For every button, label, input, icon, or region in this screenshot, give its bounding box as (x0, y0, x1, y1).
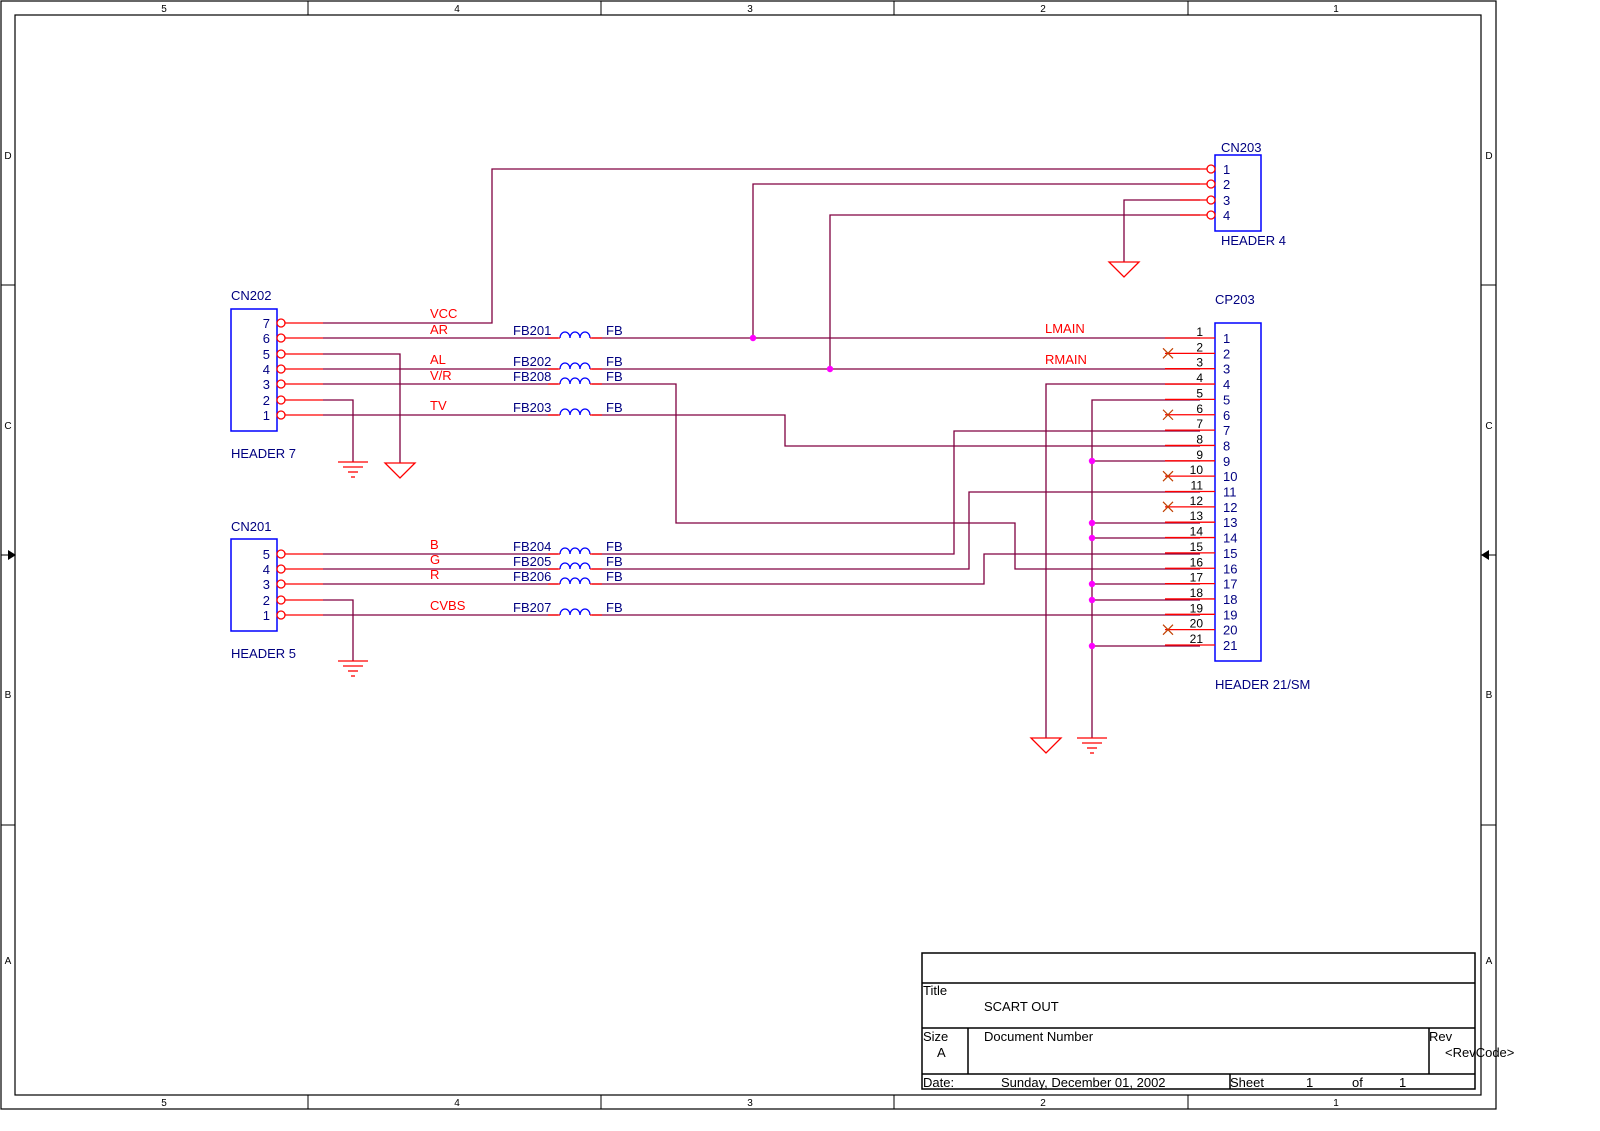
cn202-pin: 4 (262, 362, 270, 377)
cp203-pin-number: 15 (1223, 545, 1238, 561)
net-label-cvbs: CVBS (430, 598, 466, 613)
cn203-pin: 3 (1223, 193, 1231, 208)
border-col-label: 4 (454, 4, 460, 15)
cn202-pin: 3 (262, 377, 270, 392)
ground-icon (338, 661, 368, 676)
rev-label: Rev (1429, 1029, 1453, 1044)
cn201-pin: 3 (262, 577, 270, 592)
title-label: Title (923, 983, 948, 998)
connector-cp203[interactable] (1163, 292, 1310, 692)
wire-cn202-2 (323, 400, 353, 462)
border-col-label: 5 (161, 1098, 167, 1109)
cp203-pin-number: 6 (1223, 407, 1231, 423)
cp203-pin-number: 19 (1223, 607, 1238, 623)
cp203-pin-number-outer: 21 (1189, 632, 1203, 646)
cn203-ref: CN203 (1221, 140, 1262, 155)
bead-ref: FB201 (513, 323, 552, 338)
junction-dot (1089, 643, 1095, 649)
bead-ref: FB205 (513, 554, 552, 569)
wire-cn202-5 (323, 354, 400, 463)
net-label-b: B (430, 537, 439, 552)
bead-ref: FB206 (513, 569, 552, 584)
title-value: SCART OUT (984, 999, 1059, 1014)
bead-ref: FB208 (513, 369, 552, 384)
bead-value: FB (606, 369, 623, 384)
border-col-label: 2 (1040, 1098, 1046, 1109)
connector-cn201[interactable] (231, 519, 323, 661)
net-label-g: G (430, 552, 441, 567)
cp203-pin-number-outer: 20 (1189, 616, 1203, 631)
border-row-label: C (1485, 421, 1493, 432)
border-col-label: 1 (1333, 4, 1339, 15)
net-label-rmain: RMAIN (1045, 352, 1087, 367)
bead-value: FB (606, 323, 623, 338)
cp203-pin-number: 3 (1223, 361, 1231, 377)
cp203-pin-number: 20 (1223, 622, 1238, 638)
cp203-pin-number: 18 (1223, 591, 1238, 607)
border-row-label: B (4, 690, 12, 701)
cp203-pin-number: 8 (1223, 438, 1231, 454)
border-col-label: 3 (747, 4, 753, 15)
ground-triangle-icon (1109, 262, 1139, 277)
wires (323, 169, 1200, 738)
net-label-al: AL (430, 352, 446, 367)
cp203-pin-number: 21 (1223, 638, 1238, 653)
of-label: of (1352, 1075, 1363, 1090)
cn201-pin: 4 (262, 562, 270, 577)
wire-vcc (323, 169, 1200, 323)
cp203-pin-number-outer: 1 (1196, 325, 1203, 339)
cp203-pin-number-outer: 11 (1190, 478, 1203, 493)
bead-ref: FB202 (513, 354, 552, 369)
cp203-pin-number-outer: 8 (1196, 432, 1203, 447)
rev-value: <RevCode> (1445, 1045, 1515, 1060)
cn201-pin: 1 (262, 608, 270, 623)
border-row-label: D (4, 151, 12, 162)
ground-symbols (338, 262, 1139, 753)
wire-cn203-2 (753, 184, 1200, 338)
ferrite-beads (513, 323, 623, 615)
cp203-pin-number: 12 (1223, 499, 1238, 515)
border-row-label: C (4, 421, 12, 432)
cp203-pin-number: 16 (1223, 561, 1238, 577)
cp203-pin-number-outer: 18 (1189, 585, 1203, 600)
cp203-pin-number: 5 (1223, 392, 1231, 408)
sheet-label: Sheet (1230, 1075, 1264, 1090)
bead-value: FB (606, 554, 623, 569)
bead-value: FB (606, 539, 623, 554)
cp203-pin-number: 1 (1223, 331, 1231, 346)
cn203-pin: 4 (1223, 208, 1231, 223)
cp203-pin-number: 4 (1223, 377, 1231, 393)
cp203-pin-number-outer: 13 (1189, 509, 1203, 524)
junction-dot (1089, 581, 1095, 587)
wire-cp203-4 (1046, 384, 1200, 738)
cp203-pin-number-outer: 4 (1196, 371, 1203, 386)
bead-ref: FB204 (513, 539, 552, 554)
cn201-pin: 5 (262, 547, 270, 562)
sheet-value: 1 (1306, 1075, 1314, 1090)
cn202-value: HEADER 7 (231, 446, 297, 461)
title-block (922, 953, 1514, 1090)
cp203-pin-number-outer: 6 (1196, 401, 1203, 416)
cn202-pin: 2 (262, 393, 270, 408)
cp203-pin-number: 7 (1223, 423, 1231, 439)
cn202-pin: 1 (262, 408, 270, 423)
cn202-pin: 7 (262, 316, 270, 331)
bead-ref: FB207 (513, 600, 552, 615)
cp203-pin-number: 13 (1223, 515, 1238, 531)
cp203-pin-number-outer: 17 (1189, 570, 1203, 585)
cn202-pin: 5 (262, 347, 270, 362)
cp203-pin-number-outer: 16 (1189, 555, 1203, 570)
ground-icon (1077, 738, 1107, 753)
cn203-pin: 2 (1223, 177, 1231, 192)
cp203-pin-number-outer: 14 (1189, 524, 1203, 539)
junction-dot (750, 335, 756, 341)
wire-vr (323, 384, 1200, 569)
sheet-border (1, 1, 1496, 1109)
border-col-label: 2 (1040, 4, 1046, 15)
cp203-pin-number-outer: 15 (1189, 539, 1203, 554)
net-label-tv: TV (430, 398, 447, 413)
border-col-label: 4 (454, 1098, 460, 1109)
cn203-value: HEADER 4 (1221, 233, 1287, 248)
cp203-pin-number: 2 (1223, 346, 1231, 362)
cn201-value: HEADER 5 (231, 646, 297, 661)
net-label-ar: AR (430, 322, 449, 337)
size-value: A (937, 1045, 946, 1060)
wire-cn201-2 (323, 600, 353, 661)
bead-value: FB (606, 354, 623, 369)
date-value: Sunday, December 01, 2002 (1001, 1075, 1166, 1090)
cn203-pin: 1 (1223, 162, 1231, 177)
net-label-lmain: LMAIN (1045, 321, 1085, 336)
ground-triangle-icon (1031, 738, 1061, 753)
bead-ref: FB203 (513, 400, 552, 415)
cp203-pin-number: 9 (1223, 453, 1231, 469)
junction-dot (1089, 520, 1095, 526)
wire-g (323, 492, 1200, 569)
docnum-label: Document Number (984, 1029, 1094, 1044)
net-label-vr: V/R (430, 368, 452, 383)
border-row-label: A (1485, 956, 1493, 967)
net-label-vcc: VCC (430, 306, 458, 321)
junction-dot (1089, 458, 1095, 464)
cp203-value: HEADER 21/SM (1215, 677, 1311, 692)
cn201-ref: CN201 (231, 519, 272, 534)
bead-value: FB (606, 569, 623, 584)
junction-dot (1089, 597, 1095, 603)
border-col-label: 3 (747, 1098, 753, 1109)
sheets-value: 1 (1399, 1075, 1407, 1090)
ground-icon (338, 462, 368, 477)
junction-dot (827, 366, 833, 372)
cp203-pin-number-outer: 12 (1189, 493, 1203, 508)
cp203-pin-number-outer: 7 (1196, 417, 1203, 432)
cp203-pin-number: 14 (1223, 530, 1238, 546)
date-label: Date: (923, 1075, 955, 1090)
border-col-label: 1 (1333, 1098, 1339, 1109)
cn201-pin: 2 (262, 593, 270, 608)
cp203-pin-number-outer: 19 (1189, 601, 1203, 616)
border-col-label: 5 (161, 4, 167, 15)
cp203-pin-number: 11 (1223, 484, 1237, 500)
cp203-pin-number: 10 (1223, 469, 1238, 485)
cp203-pin-number-outer: 2 (1196, 340, 1203, 355)
bead-value: FB (606, 600, 623, 615)
cp203-pin-number-outer: 9 (1196, 447, 1203, 462)
connector-cn202[interactable] (231, 288, 323, 461)
border-row-label: A (4, 956, 12, 967)
connector-cn203[interactable] (1180, 140, 1286, 248)
border-row-label: B (1485, 690, 1493, 701)
cp203-pin-number-outer: 3 (1196, 355, 1203, 370)
cp203-pin-number-outer: 5 (1196, 386, 1203, 401)
border-row-label: D (1485, 151, 1493, 162)
cn202-pin: 6 (262, 331, 270, 346)
cp203-ref: CP203 (1215, 292, 1255, 307)
ground-triangle-icon (385, 463, 415, 478)
cp203-pin-number-outer: 10 (1189, 463, 1203, 478)
wire-cn203-4 (830, 215, 1200, 369)
wire-cn203-3 (1124, 200, 1200, 262)
net-label-r: R (430, 567, 440, 582)
cn202-ref: CN202 (231, 288, 272, 303)
cp203-pin-number: 17 (1223, 576, 1238, 592)
size-label: Size (923, 1029, 949, 1044)
bead-value: FB (606, 400, 623, 415)
junction-dot (1089, 535, 1095, 541)
